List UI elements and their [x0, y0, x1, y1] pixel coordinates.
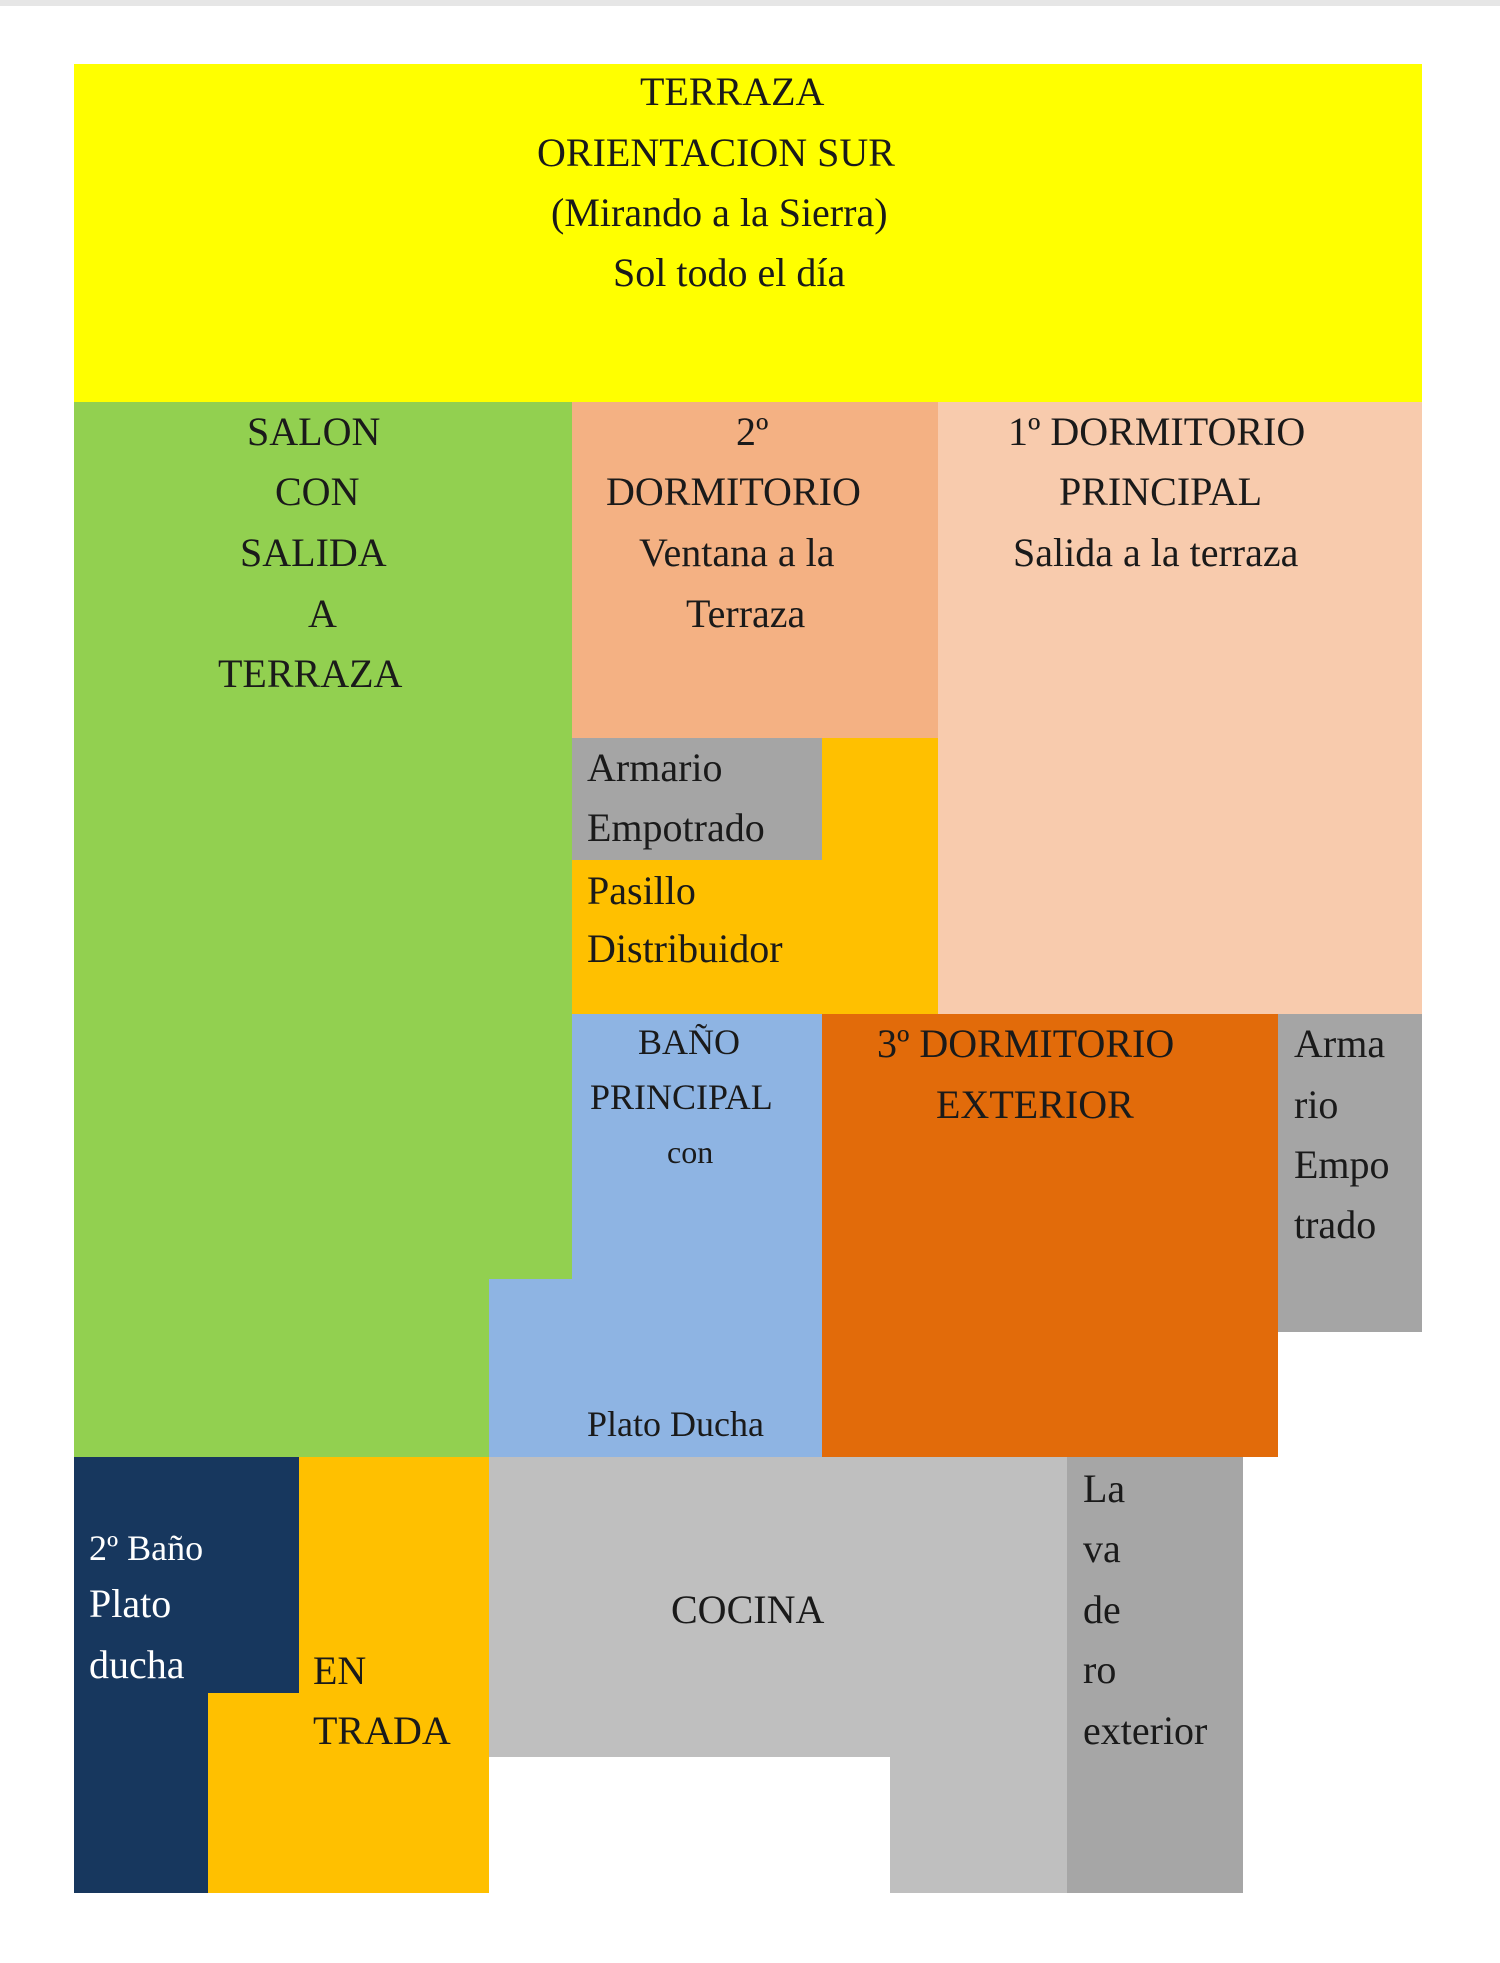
terrace-label-line4: Sol todo el día [613, 250, 846, 295]
bathroom2-label-line3: ducha [89, 1642, 185, 1687]
laundry-label-line3: de [1083, 1587, 1121, 1632]
living-label-line2: CON [275, 469, 360, 514]
laundry-label-line2: va [1083, 1526, 1121, 1571]
kitchen-label: COCINA [671, 1587, 825, 1632]
closet1-label-line1: Armario [587, 745, 723, 790]
bedroom1-label-line1: 1º DORMITORIO [1008, 409, 1306, 454]
terrace-label-line3: (Mirando a la Sierra) [551, 190, 888, 235]
living-label-line5: TERRAZA [218, 651, 403, 696]
laundry-label-line1: La [1083, 1466, 1126, 1511]
kitchen-room-lower [890, 1757, 1067, 1893]
bathroom-main-label-line2: PRINCIPAL [590, 1077, 773, 1117]
bedroom3-label-line2: EXTERIOR [936, 1082, 1134, 1127]
bedroom2-label-line1: 2º [736, 409, 769, 454]
bedroom2-label-line2: DORMITORIO [606, 469, 861, 514]
terrace-label-line1: TERRAZA [640, 69, 825, 114]
laundry-label-line5: exterior [1083, 1708, 1208, 1753]
hallway-label-line1: Pasillo [587, 868, 696, 913]
bedroom2-label-line4: Terraza [686, 591, 806, 636]
bathroom2-label-line1: 2º Baño [89, 1528, 204, 1568]
living-label-line1: SALON [247, 409, 381, 454]
living-label-line4: A [308, 591, 337, 636]
bedroom3-room [822, 1014, 1278, 1457]
bathroom-main-label-line1: BAÑO [638, 1022, 741, 1062]
bathroom-main-label-line3: con [667, 1134, 714, 1170]
bedroom1-label-line2: PRINCIPAL [1059, 469, 1263, 514]
closet2-label-line1: Arma [1294, 1021, 1386, 1066]
bathroom-main-label-line4: Plato Ducha [587, 1404, 764, 1444]
closet2-label-line2: rio [1294, 1082, 1339, 1127]
hallway-label-line2: Distribuidor [587, 926, 783, 971]
living-room-lower [74, 1279, 489, 1457]
bathroom2-room-lower [74, 1693, 208, 1893]
terrace-label-line2: ORIENTACION SUR [537, 130, 895, 175]
closet2-label-line3: Empo [1294, 1142, 1390, 1187]
entrance-label-line1: EN [313, 1648, 367, 1693]
closet1-label-line2: Empotrado [587, 805, 765, 850]
laundry-label-line4: ro [1083, 1647, 1117, 1692]
bedroom2-label-line3: Ventana a la [639, 530, 835, 575]
closet2-label-line4: trado [1294, 1202, 1377, 1247]
bathroom2-label-line2: Plato [89, 1581, 172, 1626]
bedroom1-label-line3: Salida a la terraza [1013, 530, 1299, 575]
entrance-label-line2: TRADA [313, 1708, 451, 1753]
living-label-line3: SALIDA [240, 530, 387, 575]
bedroom3-label-line1: 3º DORMITORIO [877, 1021, 1175, 1066]
